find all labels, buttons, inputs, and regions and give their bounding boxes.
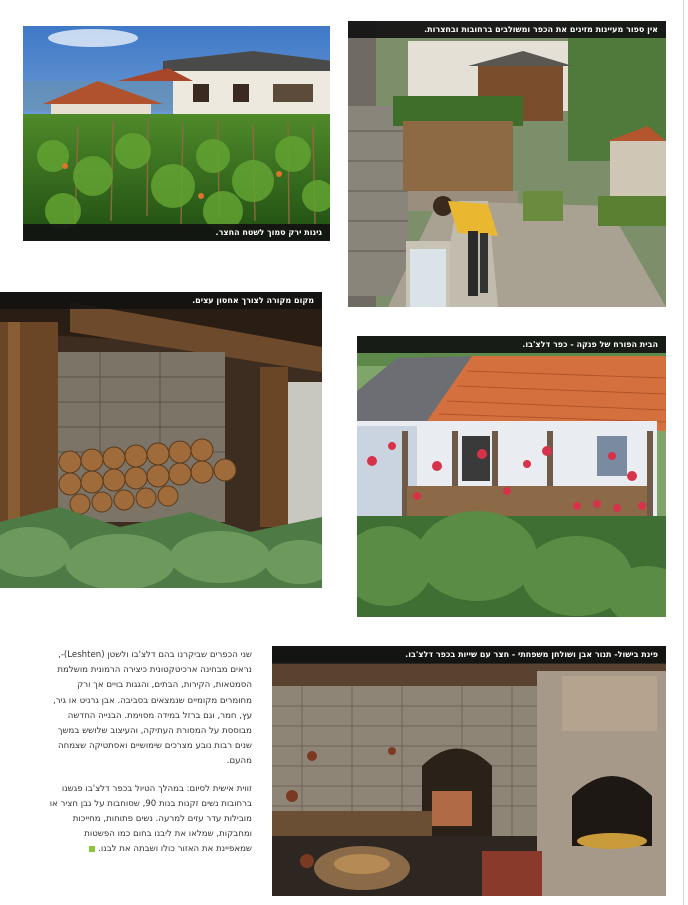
end-of-article-mark bbox=[89, 846, 95, 852]
article-paragraph-2-text: זווית אישית לסיום: במהלך הטיול בכפר דלצ'בו פגשנו ברחובות נשים זקנות בנות 90, שסוחבות על גבן חציר או מובילות עדר עזים למרעה. נשים פתוחות, מחייכות ומחבקות, שמלאו את ליבנו בחום כמו הפשטות שמאפיינת את האזור כולו ושבתה את לבנו. bbox=[49, 783, 252, 855]
photo-kitchen bbox=[272, 646, 666, 896]
caption-garden: גינות ירק סמוך לשטח החצר. bbox=[23, 224, 330, 241]
photo-village-street bbox=[348, 21, 666, 307]
caption-village-street: אין ספור מעיינות מזינים את הכפר ומשולבים ברחובות ובחצרות. bbox=[348, 21, 666, 38]
article-paragraph-1: שני הכפרים שביקרנו בהם דלצ'בו ולשטן (Leshten)-, נראים מבחינה ארכיטקטונית כיצירה הרמונית מושלמת הסמטאות, הקירות, הבתים, והגגות בויים אך ורק מחומרים מקומיים שנמצאים בסביבה. אבן גרניט או גיר, עץ, חמר, וגם ברזל במידה מסוימת. הבנייה החדשה מבוססת על המסורת העתיקה, והעיצוב שלושש במשך שנים רבות נובע מצרכים שימושיים ואסתטיקה שצמחה מהעם. bbox=[53, 650, 252, 767]
article-text bbox=[46, 648, 252, 870]
caption-kitchen: פינת בישול- תנור אבן ושולחן משפחתי - חצר עם שייות בכפר דלצ'בו. bbox=[272, 646, 666, 663]
caption-woodpile: מקום מקורה לצורך אחסון עצים. bbox=[0, 292, 322, 309]
photo-flower-house bbox=[357, 336, 666, 617]
page-edge-line bbox=[683, 0, 684, 905]
article-paragraph-2 bbox=[46, 782, 252, 858]
photo-garden bbox=[23, 26, 330, 241]
caption-flower-house: הבית הפורח של פנקה - כפר דלצ'בו. bbox=[357, 336, 666, 353]
photo-woodpile bbox=[0, 292, 322, 588]
